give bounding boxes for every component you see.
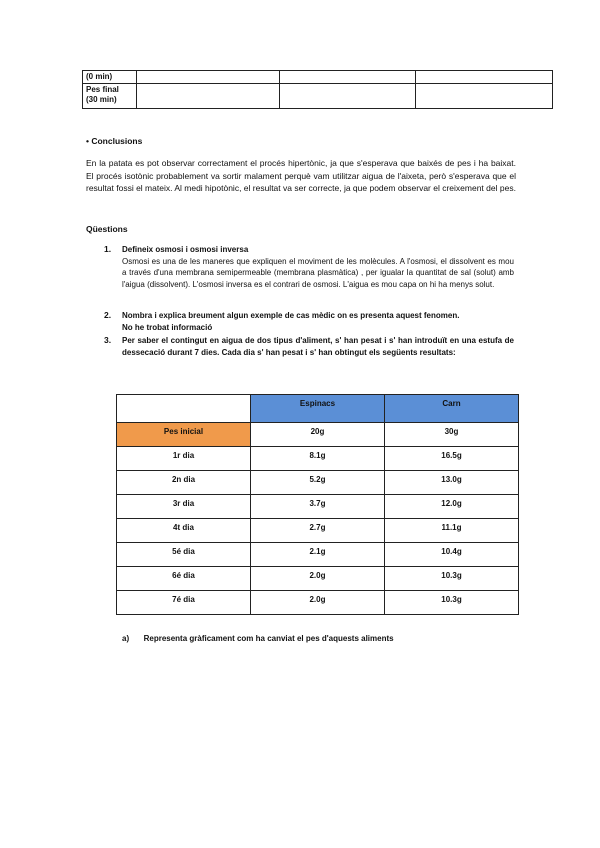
question-number: 2. xyxy=(104,310,112,320)
cell-value: 10.4g xyxy=(441,547,462,556)
row-label-text: 6é dia xyxy=(172,571,195,580)
table-cell xyxy=(385,519,519,543)
cell-line: Pes final xyxy=(86,85,119,94)
table-cell xyxy=(83,84,137,109)
row-label xyxy=(117,471,251,495)
question-text: Nombra i explica breument algun exemple de cas mèdic on es presenta aquest fenomen. xyxy=(122,311,460,320)
cell-value: 11.1g xyxy=(441,523,462,532)
question-2 xyxy=(122,310,514,333)
table-cell xyxy=(385,471,519,495)
table-row xyxy=(117,543,519,567)
table-row xyxy=(83,71,553,84)
table-row xyxy=(83,84,553,109)
question-3 xyxy=(122,335,514,358)
cell-value: 2.0g xyxy=(309,571,326,580)
table-cell xyxy=(251,591,385,615)
row-label xyxy=(117,591,251,615)
question-1 xyxy=(122,244,514,290)
table-cell xyxy=(137,84,280,109)
table-cell xyxy=(251,447,385,471)
weight-data-table xyxy=(116,394,519,615)
table-cell xyxy=(137,71,280,84)
table-header-cell xyxy=(385,395,519,423)
row-label xyxy=(117,447,251,471)
table-cell xyxy=(251,567,385,591)
subquestion-text: Representa gràficament com ha canviat el pes d'aquests aliments xyxy=(143,634,394,643)
conclusions-text: En la patata es pot observar correctament el procés hipertònic, ja que s'esperava que baixés de pes i ha baixat. El procés isotònic probablement va sortir malament perquè vam utilitzar aigua de l'aixeta, però s'esperava que el resultat fossi el mateix. Al medi hipotònic, el resultat va ser correcte, ja que podem observar el creixement del pes. xyxy=(86,158,516,193)
table-row xyxy=(117,471,519,495)
table-cell xyxy=(385,495,519,519)
cell-value: 13.0g xyxy=(441,475,462,484)
table-cell xyxy=(385,567,519,591)
row-label xyxy=(117,519,251,543)
row-label-text: 3r dia xyxy=(172,499,195,508)
table-header-cell xyxy=(251,395,385,423)
row-label-text: 4t dia xyxy=(173,523,194,532)
row-label-text: 7é dia xyxy=(172,595,195,604)
conclusions-heading: • Conclusions xyxy=(86,136,143,146)
header-label: Espinacs xyxy=(299,399,336,408)
table-cell xyxy=(280,71,416,84)
answer-text: Osmosi es una de les maneres que expliquen el moviment de les molècules. A l'osmosi, el dissolvent es mou a través d'una membrana semipermeable (membrana plasmàtica) , per igualar la quantitat de sal (solut) amb l'aigua (dissolvent). L'osmosi inversa es el contrari de osmosi. L'aigua es mou capa on hi ha menys solut. xyxy=(122,256,514,289)
table-cell xyxy=(251,495,385,519)
cell-value: 10.3g xyxy=(441,595,462,604)
row-label xyxy=(117,423,251,447)
cell-value: 16.5g xyxy=(441,451,462,460)
table-cell xyxy=(251,423,385,447)
table-cell: (0 min) xyxy=(83,71,137,84)
answer-text: No he trobat informació xyxy=(122,322,213,332)
table-row xyxy=(117,567,519,591)
subquestion-label: a) xyxy=(122,634,130,643)
question-text: Defineix osmosi i osmosi inversa xyxy=(122,245,249,254)
table-row xyxy=(117,423,519,447)
row-label xyxy=(117,543,251,567)
question-text: Per saber el contingut en aigua de dos tipus d'aliment, s' han pesat i s' han introduït en una estufa de dessecació durant 7 dies. Cada dia s' han pesat i s' han obtingut els següents resultats: xyxy=(122,336,514,357)
table-cell xyxy=(385,591,519,615)
table-row xyxy=(117,519,519,543)
cell-value: 3.7g xyxy=(309,499,326,508)
table-row xyxy=(117,591,519,615)
cell-value: 8.1g xyxy=(309,451,326,460)
table-header-cell xyxy=(117,395,251,423)
cell-value: 10.3g xyxy=(441,571,462,580)
question-number: 3. xyxy=(104,335,112,345)
table-cell xyxy=(385,447,519,471)
cell-line: (30 min) xyxy=(86,95,117,104)
cell-value: 2.0g xyxy=(309,595,326,604)
cell-value: 20g xyxy=(310,427,325,436)
header-label: Carn xyxy=(442,399,461,408)
row-label-text: 1r dia xyxy=(172,451,195,460)
table-cell xyxy=(385,423,519,447)
cell-value: 2.7g xyxy=(309,523,326,532)
table-row xyxy=(117,495,519,519)
row-label-text: 5é dia xyxy=(172,547,195,556)
table-cell xyxy=(385,543,519,567)
row-label-text: 2n dia xyxy=(171,475,196,484)
table-cell xyxy=(251,471,385,495)
cell-value: 2.1g xyxy=(309,547,326,556)
table-row xyxy=(117,447,519,471)
row-label-text: Pes inicial xyxy=(163,427,204,436)
subquestion-a xyxy=(122,634,394,643)
row-label xyxy=(117,567,251,591)
row-label xyxy=(117,495,251,519)
table-cell xyxy=(280,84,416,109)
table-cell xyxy=(251,543,385,567)
questions-heading: Qüestions xyxy=(86,224,128,234)
cell-value: 30g xyxy=(444,427,459,436)
results-table-partial xyxy=(82,70,553,109)
table-cell xyxy=(251,519,385,543)
cell-value: 12.0g xyxy=(441,499,462,508)
table-header-row xyxy=(117,395,519,423)
table-cell xyxy=(416,71,553,84)
cell-value: 5.2g xyxy=(309,475,326,484)
question-number: 1. xyxy=(104,244,112,254)
table-cell xyxy=(416,84,553,109)
